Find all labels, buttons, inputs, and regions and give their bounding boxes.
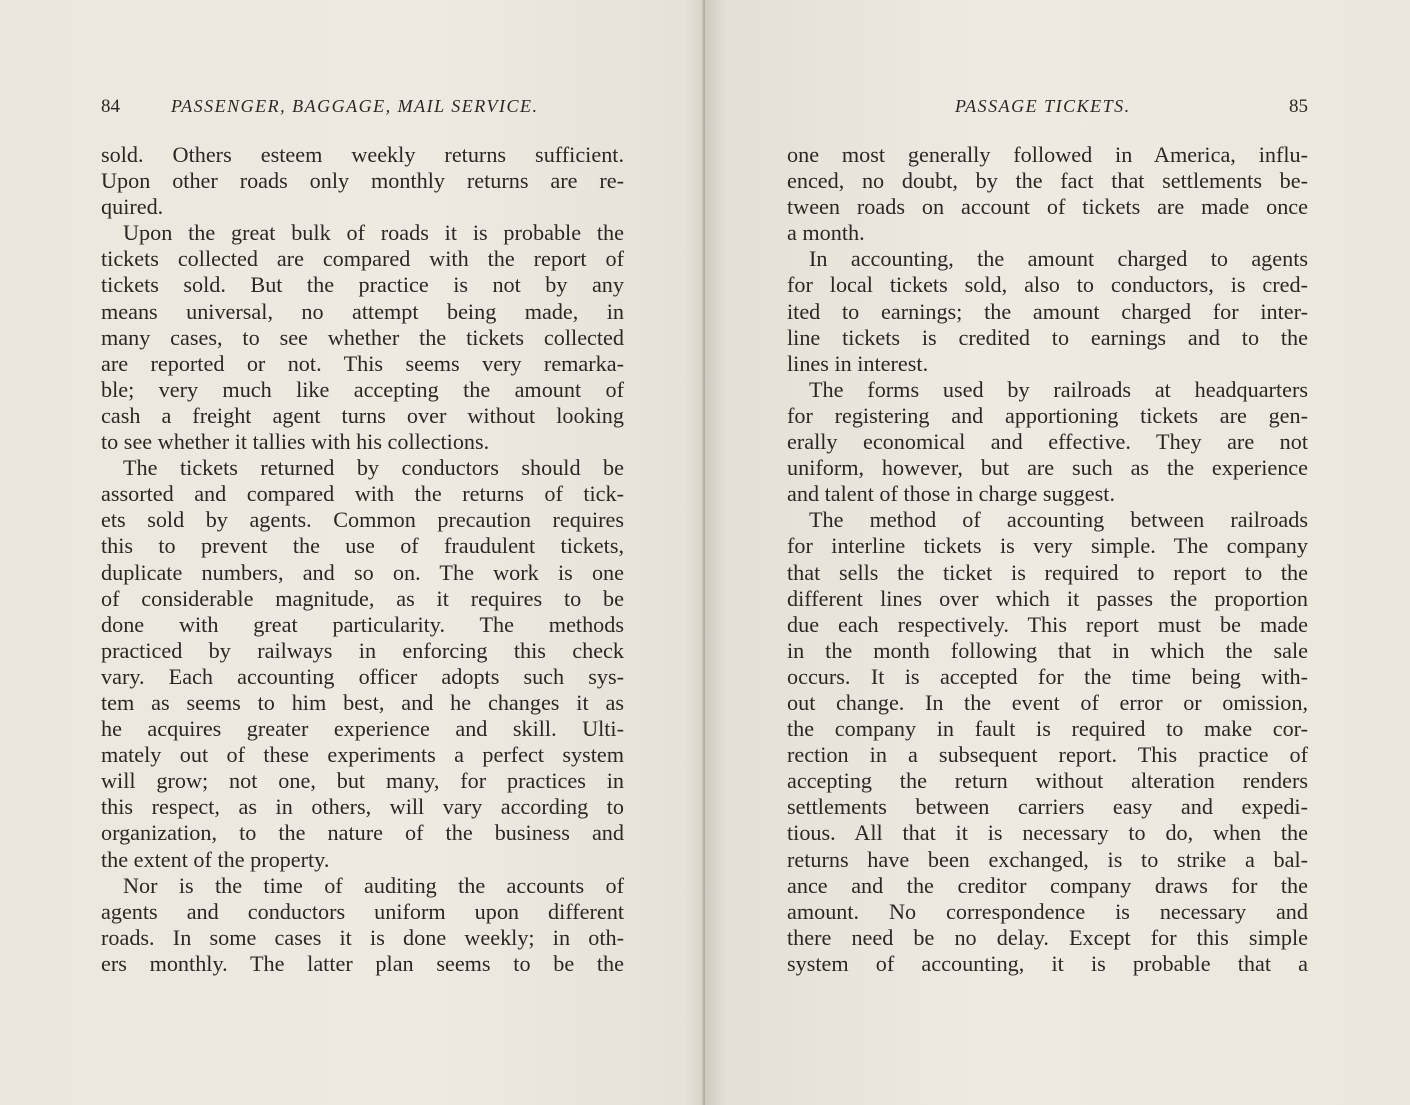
text-line: ble; very much like accepting the amount of [101,376,624,402]
text-line: lines in interest. [787,350,929,376]
text-line: means universal, no attempt being made, in [101,298,624,324]
text-line: ited to earnings; the amount charged for inter- [787,298,1308,324]
text-line: that sells the ticket is required to report to the [787,559,1308,585]
text-line: different lines over which it passes the proportion [787,585,1308,611]
text-line: erally economical and effective. They are not [787,429,1308,455]
left-page-body [101,142,624,977]
right-page-header [787,96,1308,126]
text-line: to see whether it tallies with his collections. [101,429,490,455]
text-line: will grow; not one, but many, for practices in [101,768,624,794]
text-line: out change. In the event of error or omission, [787,689,1308,715]
text-line: cash a freight agent turns over without looking [101,402,624,428]
text-line: line tickets is credited to earnings and to the [787,324,1308,350]
text-line: the extent of the property. [101,846,330,872]
text-line: for registering and apportioning tickets are gen- [787,402,1308,428]
text-line: one most generally followed in America, influ- [787,142,1308,167]
right-page [705,0,1410,1105]
text-line: a month. [787,220,865,246]
text-line: system of accounting, it is probable that a [787,950,1308,976]
text-line: he acquires greater experience and skill. Ulti- [101,716,624,742]
text-line: for local tickets sold, also to conductors, is cred- [787,272,1308,298]
text-line: uniform, however, but are such as the experience [787,455,1308,481]
text-line: done with great particularity. The methods [101,611,624,637]
text-line: vary. Each accounting officer adopts such sys- [101,663,624,689]
text-line: in the month following that in which the sale [787,637,1308,663]
text-line: returns have been exchanged, is to strike a bal- [787,846,1308,872]
text-line: duplicate numbers, and so on. The work is one [101,559,624,585]
text-line: roads. In some cases it is done weekly; in oth- [101,924,624,950]
text-line: ance and the creditor company draws for the [787,872,1308,898]
text-line: The method of accounting between railroads [809,507,1308,533]
text-line: ers monthly. The latter plan seems to be the [101,950,624,976]
text-line: The forms used by railroads at headquarters [809,376,1308,402]
text-line: organization, to the nature of the business and [101,820,624,846]
right-running-head: PASSAGE TICKETS. [955,96,1131,116]
text-line: amount. No correspondence is necessary and [787,898,1308,924]
text-line: many cases, to see whether the tickets collected [101,324,624,350]
text-line: tious. All that it is necessary to do, when the [787,820,1308,846]
text-line: occurs. It is accepted for the time being with- [787,663,1308,689]
text-line: tween roads on account of tickets are made once [787,194,1308,220]
text-line: are reported or not. This seems very remarka- [101,350,624,376]
text-line: The tickets returned by conductors should be [123,455,624,481]
text-line: Upon the great bulk of roads it is probable the [123,220,624,246]
right-page-number: 85 [1289,96,1308,117]
text-line: mately out of these experiments a perfect system [101,742,624,768]
text-line: tickets sold. But the practice is not by any [101,272,624,298]
text-line: practiced by railways in enforcing this check [101,637,624,663]
text-line: quired. [101,194,164,220]
left-running-head: PASSENGER, BAGGAGE, MAIL SERVICE. [171,96,539,116]
text-line: for interline tickets is very simple. The company [787,533,1308,559]
text-line: the company in fault is required to make cor- [787,716,1308,742]
text-line: tem as seems to him best, and he changes it as [101,689,624,715]
text-line: accepting the return without alteration renders [787,768,1308,794]
text-line: of considerable magnitude, as it requires to be [101,585,624,611]
text-line: rection in a subsequent report. This practice of [787,742,1308,768]
right-page-body [787,142,1308,977]
text-line: Nor is the time of auditing the accounts of [123,872,624,898]
left-page-header [101,96,624,126]
text-line: assorted and compared with the returns of tick- [101,481,624,507]
text-line: and talent of those in charge suggest. [787,481,1116,507]
text-line: agents and conductors uniform upon different [101,898,624,924]
text-line: In accounting, the amount charged to agents [809,246,1308,272]
left-page-number: 84 [101,96,120,117]
text-line: Upon other roads only monthly returns are re- [101,168,624,194]
text-line: this to prevent the use of fraudulent tickets, [101,533,624,559]
text-line: there need be no delay. Except for this simple [787,924,1308,950]
text-line: due each respectively. This report must be made [787,611,1308,637]
text-line: tickets collected are compared with the report of [101,246,624,272]
text-line: ets sold by agents. Common precaution requires [101,507,624,533]
text-line: sold. Others esteem weekly returns sufficient. [101,142,624,167]
text-line: this respect, as in others, will vary according to [101,794,624,820]
text-line: enced, no doubt, by the fact that settlements be- [787,168,1308,194]
text-line: settlements between carriers easy and expedi- [787,794,1308,820]
